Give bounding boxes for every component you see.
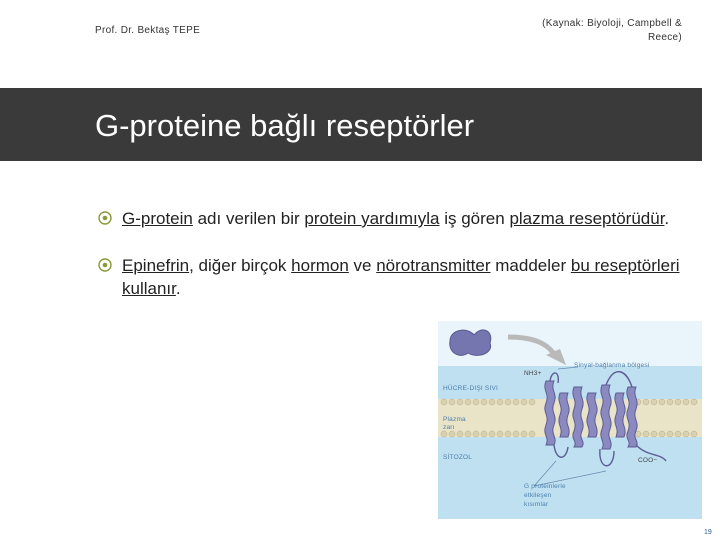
bullet-list (98, 207, 688, 324)
bullet-marker-icon (98, 211, 112, 225)
signal-site-label: Sinyal-bağlanma bölgesi (574, 362, 650, 369)
source-line-2: Reece) (647, 32, 682, 43)
bullet-marker-icon (98, 258, 112, 272)
source-line-1: (Kaynak: Biyoloji, Campbell & (542, 18, 682, 29)
slide-title: G-proteine bağlı reseptörler (95, 108, 475, 143)
term-plazma-reseptoru: plazma reseptörüdür (509, 209, 665, 228)
page-number: 19 (704, 529, 712, 536)
signal-molecule-icon (450, 330, 491, 355)
gprotein-label-1: G proteinlerle (524, 483, 566, 490)
term-bu-reseptorleri: bu reseptörleri kullanır (122, 256, 680, 298)
cytosol-label: SİTOZOL (443, 454, 473, 461)
receptor-diagram (438, 321, 702, 519)
plasma-membrane-icon (438, 399, 702, 437)
source-citation (540, 17, 682, 45)
term-norotransmitter: nörotransmitter (376, 256, 491, 275)
nh3-label: NH3+ (524, 370, 542, 377)
term-protein-yardimiyla: protein yardımıyla (304, 209, 440, 228)
receptor-figure (438, 321, 702, 519)
membrane-label-1: Plazma (443, 416, 466, 423)
bullet-item-1: G-protein adı verilen bir protein yardımıyla iş gören plazma reseptörüdür. (98, 207, 688, 230)
author-header: Prof. Dr. Bektaş TEPE (95, 25, 201, 36)
extracellular-label: HÜCRE-DIŞI SIVI (443, 385, 499, 392)
bullet-item-2: Epinefrin, diğer birçok hormon ve nörotransmitter maddeler bu reseptörleri kullanır. (98, 254, 688, 300)
term-hormon: hormon (291, 256, 349, 275)
coo-label: COO− (638, 457, 658, 464)
term-g-protein: G-protein (122, 209, 193, 228)
term-epinefrin: Epinefrin (122, 256, 190, 275)
gprotein-label-2: etkileşen (524, 492, 552, 499)
membrane-label-2: zarı (443, 424, 455, 431)
gprotein-label-3: kısımlar (524, 501, 549, 508)
